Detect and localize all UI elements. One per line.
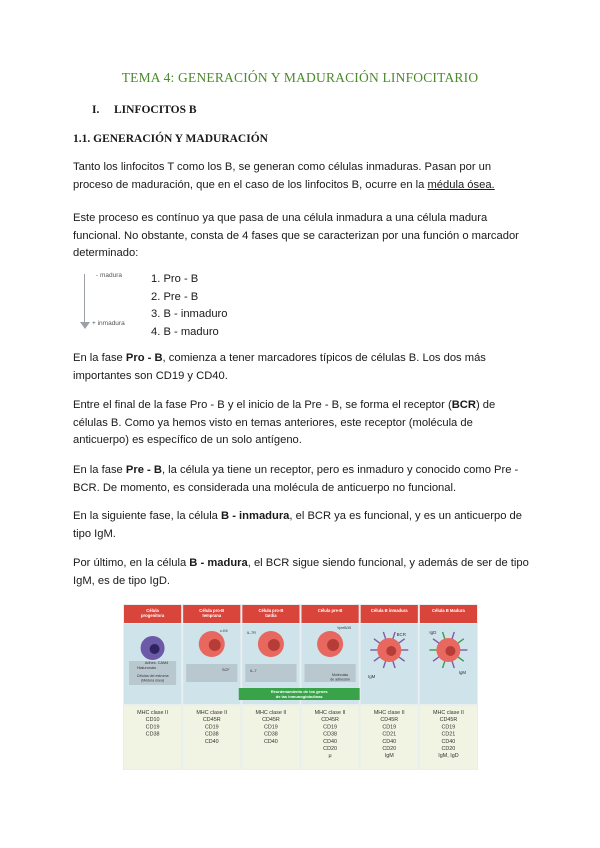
stage-item: 3. B - inmaduro	[151, 308, 228, 320]
marker-label: MHC clase II	[255, 710, 287, 716]
vpreb-label: VpreB/λ5	[337, 626, 352, 630]
marker-label: CD40	[323, 738, 337, 745]
igd-label: IgD	[429, 630, 437, 635]
marker-label: μ	[328, 753, 332, 760]
arrow-top-label: - madura	[96, 272, 123, 279]
adhesion-label: Adhes. CAM4	[144, 661, 169, 665]
marker-label: CD10	[145, 717, 160, 724]
b-cell-development-figure	[123, 604, 478, 770]
paragraph-7: Por último, en la célula B - madura, el BCR sigue siendo funcional, y además de ser de tipo IgM, es de tipo IgD.	[73, 557, 529, 587]
marker-label: CD19	[323, 724, 337, 731]
rearrangement-band-label: de las inmunoglobulinas	[275, 694, 323, 699]
marker-label: CD40	[204, 738, 219, 745]
column-header-label: progenitora	[140, 613, 165, 619]
nucleus	[327, 639, 339, 651]
marker-label: CD20	[323, 746, 337, 752]
marker-label: MHC clase II	[314, 710, 346, 716]
cell-panel	[420, 624, 477, 704]
column-header-label: tardía	[265, 613, 277, 619]
subsection-heading: 1.1. GENERACIÓN Y MADURACIÓN	[73, 133, 268, 145]
marker-label: CD45R	[439, 717, 458, 724]
stroma-cell	[186, 664, 237, 682]
column-header-label: Célula pre-B	[317, 608, 343, 613]
figure-svg	[123, 604, 478, 770]
marker-label: CD38	[204, 731, 219, 738]
stroma-label: (Médula ósea)	[141, 678, 165, 683]
section-label: LINFOCITOS B	[114, 104, 197, 116]
marker-label: CD19	[145, 724, 160, 731]
section-number: I.	[92, 104, 100, 116]
stroma-cell	[245, 664, 296, 682]
stages-list	[151, 271, 227, 341]
section-heading	[92, 104, 197, 116]
cell-panel	[361, 624, 418, 704]
maturity-arrow	[78, 270, 148, 332]
marker-label: CD19	[382, 724, 397, 731]
column-header-label: temprana	[202, 613, 222, 619]
paragraph-6: En la siguiente fase, la célula B - inmadura, el BCR ya es funcional, y es un anticuerpo de tipo IgM.	[73, 510, 523, 540]
nucleus	[386, 646, 396, 656]
marker-label: CD19	[204, 724, 219, 731]
il7r-label: IL-7R	[246, 631, 256, 635]
underlined-term: médula ósea.	[427, 178, 495, 191]
marker-label: CD19	[264, 724, 278, 731]
marker-label: MHC clase II	[432, 710, 464, 716]
paragraph-4: Entre el final de la fase Pro - B y el inicio de la Pre - B, se forma el receptor (BCR) de células B. Como ya hemos visto en temas anteriores, este receptor (molécula de anticuerpo) es específico de un solo antígeno.	[73, 399, 496, 446]
hyaluronate-label: Hialuronato	[136, 666, 157, 670]
marker-label: CD21	[441, 731, 456, 738]
arrow-down-icon	[80, 322, 90, 329]
stage-item: 2. Pre - B	[151, 290, 199, 303]
adhesion-molecules-label: Moléculas	[331, 673, 349, 677]
nucleus	[150, 644, 160, 654]
marker-label: IgM	[384, 753, 394, 760]
bcr-label: BCR	[396, 632, 406, 637]
stage-item: 4. B - maduro	[151, 325, 219, 338]
arrow-line	[84, 274, 85, 324]
marker-label: CD20	[441, 746, 456, 752]
marker-label: CD40	[264, 738, 278, 745]
marker-label: MHC clase II	[373, 710, 405, 716]
marker-label: CD38	[145, 731, 160, 738]
marker-label: CD45R	[321, 717, 339, 724]
marker-label: CD45R	[202, 717, 221, 724]
igm-label: IgM	[458, 670, 467, 675]
column-header-label: Célula pro-B	[199, 608, 225, 613]
arrow-bottom-label: + inmadura	[92, 320, 125, 327]
stage-item: 1. Pro - B	[151, 273, 199, 285]
rearrangement-band-label: Reordenamiento de los genes	[270, 689, 328, 694]
paragraph-5: En la fase Pre - B, la célula ya tiene un receptor, pero es inmaduro y conocido como Pre - BCR. De momento, es considerada una molécula de anticuerpo no funcional.	[73, 464, 519, 494]
il7-label: IL-7	[250, 669, 257, 673]
marker-label: CD38	[323, 731, 337, 738]
column-header-label: Célula pro-B	[258, 608, 284, 613]
column-header-label: Célula B Madura	[432, 608, 465, 613]
stroma-label: Células del estroma	[136, 674, 169, 678]
marker-label: CD45R	[262, 717, 280, 724]
marker-label: CD38	[264, 731, 278, 738]
igm-label: IgM	[368, 674, 376, 679]
marker-label: CD45R	[380, 717, 399, 724]
adhesion-molecules-label: de adhesión	[330, 677, 350, 682]
nucleus	[209, 639, 221, 651]
marker-label: IgM, IgD	[438, 753, 459, 760]
scf-label: SCF	[221, 668, 230, 672]
paragraph-3: En la fase Pro - B, comienza a tener marcadores típicos de células B. Los dos más importantes son CD19 y CD40.	[73, 352, 486, 382]
column-header-label: Célula B inmadura	[370, 608, 408, 613]
marker-label: CD19	[441, 724, 456, 731]
marker-label: CD20	[382, 746, 397, 752]
nucleus	[268, 639, 280, 651]
nucleus	[445, 646, 455, 656]
column-header-label: Célula	[146, 608, 159, 613]
paragraph-2: Este proceso es contínuo ya que pasa de una célula inmadura a una célula madura funcional. No obstante, consta de 4 fases que se caracterizan por una función o marcador determinado:	[73, 212, 519, 259]
marker-label: CD40	[441, 738, 456, 745]
marker-label: CD40	[382, 738, 397, 745]
marker-label: MHC clase II	[196, 710, 228, 716]
ckit-label: c-Kit	[219, 629, 228, 633]
marker-label: CD21	[382, 731, 397, 738]
paragraph-1: Tanto los linfocitos T como los B, se generan como células inmaduras. Pasan por un proceso de maduración, que en el caso de los linfocitos B, ocurre en la médula ósea.	[73, 161, 495, 191]
marker-label: MHC clase II	[137, 710, 169, 716]
page-title: TEMA 4: GENERACIÓN Y MADURACIÓN LINFOCITARIO	[121, 70, 479, 85]
